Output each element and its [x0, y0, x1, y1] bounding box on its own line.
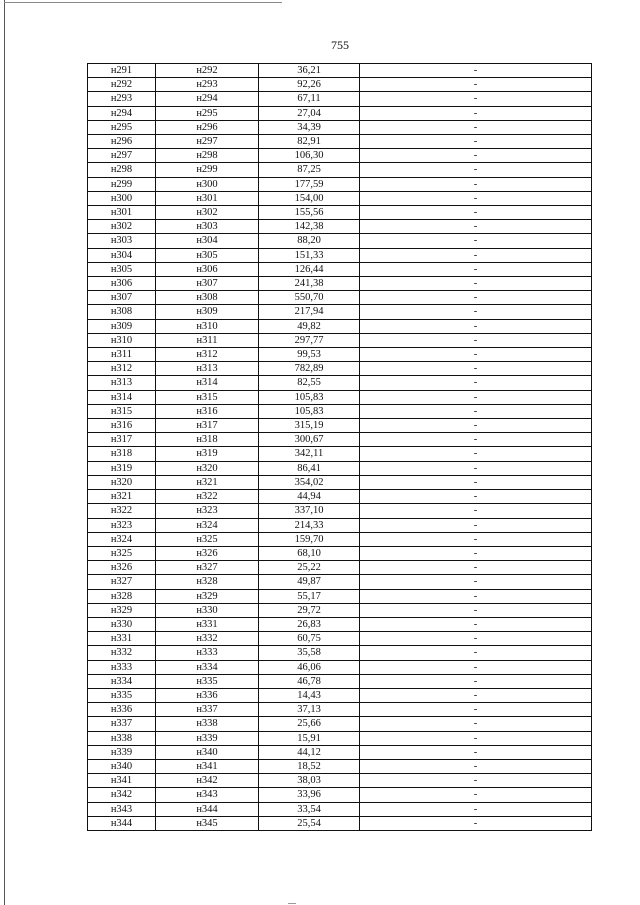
from-point-cell: н298 — [88, 163, 156, 177]
length-cell: 297,77 — [259, 333, 360, 347]
length-cell: 315,19 — [259, 419, 360, 433]
note-cell: - — [360, 532, 592, 546]
table-row — [88, 461, 592, 475]
from-point-cell: н305 — [88, 262, 156, 276]
to-point-cell: н297 — [156, 135, 259, 149]
note-cell: - — [360, 291, 592, 305]
note-cell: - — [360, 149, 592, 163]
to-point-cell: н334 — [156, 660, 259, 674]
table-row — [88, 163, 592, 177]
from-point-cell: н339 — [88, 745, 156, 759]
to-point-cell: н332 — [156, 632, 259, 646]
from-point-cell: н316 — [88, 419, 156, 433]
to-point-cell: н321 — [156, 475, 259, 489]
from-point-cell: н343 — [88, 802, 156, 816]
to-point-cell: н340 — [156, 745, 259, 759]
from-point-cell: н299 — [88, 177, 156, 191]
table-row — [88, 589, 592, 603]
length-cell: 550,70 — [259, 291, 360, 305]
length-cell: 49,82 — [259, 319, 360, 333]
note-cell: - — [360, 262, 592, 276]
length-cell: 37,13 — [259, 703, 360, 717]
note-cell: - — [360, 220, 592, 234]
note-cell: - — [360, 177, 592, 191]
note-cell: - — [360, 603, 592, 617]
table-row — [88, 262, 592, 276]
note-cell: - — [360, 688, 592, 702]
length-cell: 49,87 — [259, 575, 360, 589]
table-row — [88, 745, 592, 759]
from-point-cell: н312 — [88, 362, 156, 376]
to-point-cell: н303 — [156, 220, 259, 234]
from-point-cell: н294 — [88, 106, 156, 120]
note-cell: - — [360, 206, 592, 220]
to-point-cell: н335 — [156, 674, 259, 688]
length-cell: 354,02 — [259, 475, 360, 489]
table-row — [88, 788, 592, 802]
note-cell: - — [360, 92, 592, 106]
length-cell: 337,10 — [259, 504, 360, 518]
table-row — [88, 816, 592, 830]
to-point-cell: н301 — [156, 191, 259, 205]
note-cell: - — [360, 404, 592, 418]
from-point-cell: н326 — [88, 561, 156, 575]
length-cell: 99,53 — [259, 348, 360, 362]
note-cell: - — [360, 788, 592, 802]
table-row — [88, 220, 592, 234]
from-point-cell: н315 — [88, 404, 156, 418]
length-cell: 46,78 — [259, 674, 360, 688]
length-cell: 60,75 — [259, 632, 360, 646]
from-point-cell: н296 — [88, 135, 156, 149]
to-point-cell: н310 — [156, 319, 259, 333]
note-cell: - — [360, 617, 592, 631]
from-point-cell: н322 — [88, 504, 156, 518]
length-cell: 35,58 — [259, 646, 360, 660]
note-cell: - — [360, 419, 592, 433]
to-point-cell: н295 — [156, 106, 259, 120]
from-point-cell: н325 — [88, 546, 156, 560]
page-top-rule — [4, 2, 282, 3]
note-cell: - — [360, 362, 592, 376]
table-row — [88, 603, 592, 617]
note-cell: - — [360, 575, 592, 589]
from-point-cell: н304 — [88, 248, 156, 262]
from-point-cell: н291 — [88, 64, 156, 78]
table-row — [88, 333, 592, 347]
to-point-cell: н338 — [156, 717, 259, 731]
table-row — [88, 277, 592, 291]
table-body — [88, 64, 592, 831]
from-point-cell: н321 — [88, 490, 156, 504]
from-point-cell: н328 — [88, 589, 156, 603]
to-point-cell: н329 — [156, 589, 259, 603]
table-row — [88, 390, 592, 404]
from-point-cell: н311 — [88, 348, 156, 362]
to-point-cell: н309 — [156, 305, 259, 319]
length-cell: 25,22 — [259, 561, 360, 575]
table-row — [88, 632, 592, 646]
from-point-cell: н317 — [88, 433, 156, 447]
to-point-cell: н300 — [156, 177, 259, 191]
from-point-cell: н341 — [88, 774, 156, 788]
length-cell: 87,25 — [259, 163, 360, 177]
note-cell: - — [360, 703, 592, 717]
note-cell: - — [360, 632, 592, 646]
table-row — [88, 106, 592, 120]
from-point-cell: н295 — [88, 120, 156, 134]
note-cell: - — [360, 745, 592, 759]
length-cell: 92,26 — [259, 78, 360, 92]
length-cell: 67,11 — [259, 92, 360, 106]
to-point-cell: н330 — [156, 603, 259, 617]
note-cell: - — [360, 433, 592, 447]
table-row — [88, 532, 592, 546]
table-row — [88, 447, 592, 461]
from-point-cell: н324 — [88, 532, 156, 546]
length-cell: 68,10 — [259, 546, 360, 560]
length-cell: 25,66 — [259, 717, 360, 731]
note-cell: - — [360, 305, 592, 319]
length-cell: 44,94 — [259, 490, 360, 504]
note-cell: - — [360, 191, 592, 205]
to-point-cell: н344 — [156, 802, 259, 816]
note-cell: - — [360, 518, 592, 532]
to-point-cell: н305 — [156, 248, 259, 262]
table-row — [88, 617, 592, 631]
from-point-cell: н292 — [88, 78, 156, 92]
length-cell: 33,96 — [259, 788, 360, 802]
length-cell: 82,91 — [259, 135, 360, 149]
from-point-cell: н308 — [88, 305, 156, 319]
length-cell: 214,33 — [259, 518, 360, 532]
length-cell: 36,21 — [259, 64, 360, 78]
table-row — [88, 703, 592, 717]
length-cell: 142,38 — [259, 220, 360, 234]
to-point-cell: н313 — [156, 362, 259, 376]
length-cell: 155,56 — [259, 206, 360, 220]
to-point-cell: н343 — [156, 788, 259, 802]
table-row — [88, 78, 592, 92]
table-row — [88, 490, 592, 504]
table-row — [88, 731, 592, 745]
from-point-cell: н306 — [88, 277, 156, 291]
to-point-cell: н322 — [156, 490, 259, 504]
to-point-cell: н306 — [156, 262, 259, 276]
to-point-cell: н328 — [156, 575, 259, 589]
table-row — [88, 404, 592, 418]
table-row — [88, 518, 592, 532]
to-point-cell: н315 — [156, 390, 259, 404]
to-point-cell: н341 — [156, 759, 259, 773]
note-cell: - — [360, 120, 592, 134]
note-cell: - — [360, 248, 592, 262]
page-left-edge — [4, 0, 5, 905]
length-cell: 29,72 — [259, 603, 360, 617]
to-point-cell: н293 — [156, 78, 259, 92]
from-point-cell: н293 — [88, 92, 156, 106]
length-cell: 27,04 — [259, 106, 360, 120]
table-row — [88, 191, 592, 205]
table-row — [88, 759, 592, 773]
bottom-mark — [288, 903, 296, 904]
from-point-cell: н338 — [88, 731, 156, 745]
to-point-cell: н323 — [156, 504, 259, 518]
to-point-cell: н336 — [156, 688, 259, 702]
length-cell: 46,06 — [259, 660, 360, 674]
note-cell: - — [360, 546, 592, 560]
from-point-cell: н330 — [88, 617, 156, 631]
table-row — [88, 561, 592, 575]
to-point-cell: н316 — [156, 404, 259, 418]
length-cell: 105,83 — [259, 404, 360, 418]
to-point-cell: н304 — [156, 234, 259, 248]
from-point-cell: н310 — [88, 333, 156, 347]
table-row — [88, 206, 592, 220]
length-cell: 55,17 — [259, 589, 360, 603]
note-cell: - — [360, 717, 592, 731]
from-point-cell: н302 — [88, 220, 156, 234]
note-cell: - — [360, 660, 592, 674]
length-cell: 126,44 — [259, 262, 360, 276]
table-row — [88, 234, 592, 248]
to-point-cell: н311 — [156, 333, 259, 347]
from-point-cell: н331 — [88, 632, 156, 646]
note-cell: - — [360, 816, 592, 830]
length-cell: 38,03 — [259, 774, 360, 788]
length-cell: 82,55 — [259, 376, 360, 390]
to-point-cell: н326 — [156, 546, 259, 560]
length-cell: 33,54 — [259, 802, 360, 816]
length-cell: 241,38 — [259, 277, 360, 291]
length-cell: 154,00 — [259, 191, 360, 205]
to-point-cell: н294 — [156, 92, 259, 106]
note-cell: - — [360, 490, 592, 504]
table-row — [88, 546, 592, 560]
note-cell: - — [360, 504, 592, 518]
length-cell: 105,83 — [259, 390, 360, 404]
to-point-cell: н339 — [156, 731, 259, 745]
from-point-cell: н335 — [88, 688, 156, 702]
note-cell: - — [360, 447, 592, 461]
table-row — [88, 64, 592, 78]
to-point-cell: н333 — [156, 646, 259, 660]
length-cell: 25,54 — [259, 816, 360, 830]
length-cell: 44,12 — [259, 745, 360, 759]
note-cell: - — [360, 759, 592, 773]
from-point-cell: н332 — [88, 646, 156, 660]
note-cell: - — [360, 674, 592, 688]
to-point-cell: н308 — [156, 291, 259, 305]
table-row — [88, 433, 592, 447]
table-row — [88, 348, 592, 362]
length-cell: 177,59 — [259, 177, 360, 191]
note-cell: - — [360, 333, 592, 347]
to-point-cell: н342 — [156, 774, 259, 788]
table-row — [88, 575, 592, 589]
from-point-cell: н344 — [88, 816, 156, 830]
from-point-cell: н320 — [88, 475, 156, 489]
to-point-cell: н331 — [156, 617, 259, 631]
coordinates-table — [87, 63, 592, 831]
table-row — [88, 774, 592, 788]
to-point-cell: н317 — [156, 419, 259, 433]
note-cell: - — [360, 277, 592, 291]
note-cell: - — [360, 390, 592, 404]
from-point-cell: н329 — [88, 603, 156, 617]
from-point-cell: н313 — [88, 376, 156, 390]
table-row — [88, 419, 592, 433]
length-cell: 217,94 — [259, 305, 360, 319]
note-cell: - — [360, 589, 592, 603]
from-point-cell: н337 — [88, 717, 156, 731]
to-point-cell: н312 — [156, 348, 259, 362]
length-cell: 88,20 — [259, 234, 360, 248]
length-cell: 151,33 — [259, 248, 360, 262]
to-point-cell: н307 — [156, 277, 259, 291]
from-point-cell: н309 — [88, 319, 156, 333]
note-cell: - — [360, 78, 592, 92]
note-cell: - — [360, 774, 592, 788]
note-cell: - — [360, 802, 592, 816]
to-point-cell: н314 — [156, 376, 259, 390]
from-point-cell: н327 — [88, 575, 156, 589]
table-row — [88, 376, 592, 390]
note-cell: - — [360, 319, 592, 333]
to-point-cell: н296 — [156, 120, 259, 134]
length-cell: 782,89 — [259, 362, 360, 376]
from-point-cell: н318 — [88, 447, 156, 461]
length-cell: 26,83 — [259, 617, 360, 631]
to-point-cell: н325 — [156, 532, 259, 546]
note-cell: - — [360, 646, 592, 660]
note-cell: - — [360, 731, 592, 745]
length-cell: 18,52 — [259, 759, 360, 773]
table-row — [88, 646, 592, 660]
table-row — [88, 177, 592, 191]
to-point-cell: н292 — [156, 64, 259, 78]
table-row — [88, 504, 592, 518]
length-cell: 159,70 — [259, 532, 360, 546]
length-cell: 86,41 — [259, 461, 360, 475]
from-point-cell: н342 — [88, 788, 156, 802]
note-cell: - — [360, 64, 592, 78]
to-point-cell: н320 — [156, 461, 259, 475]
note-cell: - — [360, 475, 592, 489]
table-row — [88, 717, 592, 731]
from-point-cell: н303 — [88, 234, 156, 248]
table-row — [88, 362, 592, 376]
table-row — [88, 120, 592, 134]
from-point-cell: н336 — [88, 703, 156, 717]
from-point-cell: н319 — [88, 461, 156, 475]
note-cell: - — [360, 106, 592, 120]
to-point-cell: н318 — [156, 433, 259, 447]
length-cell: 106,30 — [259, 149, 360, 163]
table-row — [88, 802, 592, 816]
from-point-cell: н301 — [88, 206, 156, 220]
note-cell: - — [360, 461, 592, 475]
note-cell: - — [360, 376, 592, 390]
to-point-cell: н327 — [156, 561, 259, 575]
to-point-cell: н345 — [156, 816, 259, 830]
from-point-cell: н307 — [88, 291, 156, 305]
table-row — [88, 135, 592, 149]
to-point-cell: н298 — [156, 149, 259, 163]
table-row — [88, 149, 592, 163]
length-cell: 342,11 — [259, 447, 360, 461]
to-point-cell: н319 — [156, 447, 259, 461]
from-point-cell: н334 — [88, 674, 156, 688]
to-point-cell: н337 — [156, 703, 259, 717]
length-cell: 15,91 — [259, 731, 360, 745]
length-cell: 300,67 — [259, 433, 360, 447]
from-point-cell: н297 — [88, 149, 156, 163]
to-point-cell: н324 — [156, 518, 259, 532]
table-row — [88, 319, 592, 333]
table-row — [88, 688, 592, 702]
from-point-cell: н340 — [88, 759, 156, 773]
length-cell: 14,43 — [259, 688, 360, 702]
table-row — [88, 660, 592, 674]
table-row — [88, 92, 592, 106]
note-cell: - — [360, 135, 592, 149]
page-number: 755 — [331, 38, 349, 52]
note-cell: - — [360, 348, 592, 362]
from-point-cell: н314 — [88, 390, 156, 404]
table-row — [88, 291, 592, 305]
to-point-cell: н302 — [156, 206, 259, 220]
table-row — [88, 305, 592, 319]
note-cell: - — [360, 163, 592, 177]
from-point-cell: н333 — [88, 660, 156, 674]
from-point-cell: н300 — [88, 191, 156, 205]
from-point-cell: н323 — [88, 518, 156, 532]
to-point-cell: н299 — [156, 163, 259, 177]
table-row — [88, 248, 592, 262]
note-cell: - — [360, 234, 592, 248]
note-cell: - — [360, 561, 592, 575]
length-cell: 34,39 — [259, 120, 360, 134]
table-row — [88, 674, 592, 688]
table-row — [88, 475, 592, 489]
